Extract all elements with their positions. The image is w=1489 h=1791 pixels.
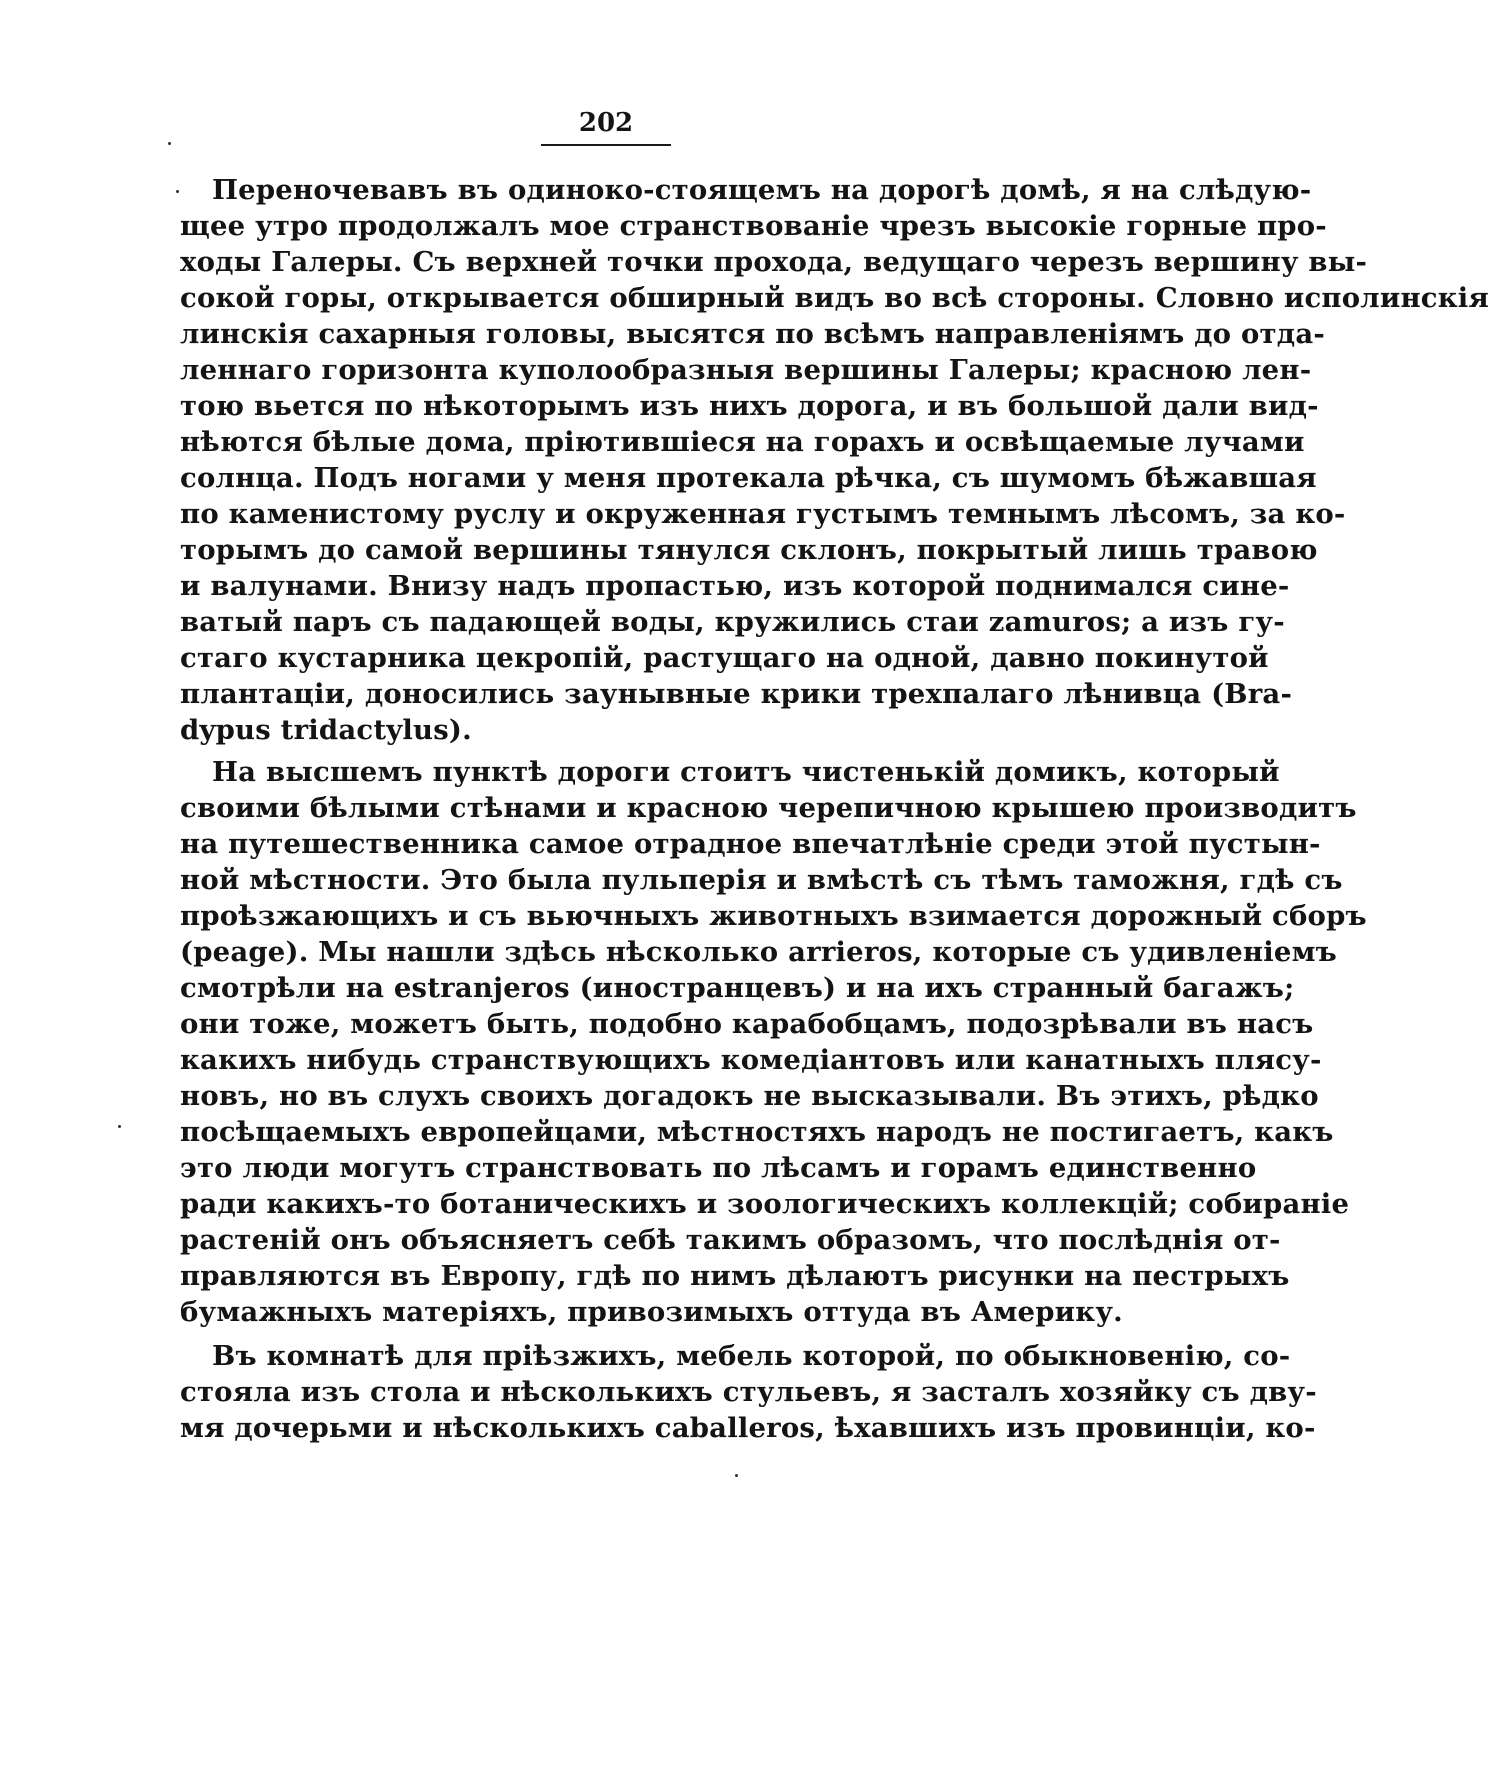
- text-line: плантаціи, доносились заунывные крики трехпалаго лѣнивца (Bra-: [180, 678, 1293, 710]
- text-line: это люди могутъ странствовать по лѣсамъ и горамъ единственно: [180, 1152, 1257, 1184]
- text-line: стаго кустарника цекропій, растущаго на одной, давно покинутой: [180, 642, 1269, 674]
- text-line: dypus tridactylus).: [180, 714, 472, 746]
- scan-speck: [168, 142, 171, 145]
- page-number: 202: [578, 108, 634, 138]
- text-line: Переночевавъ въ одиноко-стоящемъ на дорогѣ домѣ, я на слѣдую-: [212, 174, 1312, 206]
- text-line: Въ комнатѣ для пріѣзжихъ, мебель которой, по обыкновенію, со-: [212, 1340, 1291, 1372]
- text-line: правляются въ Европу, гдѣ по нимъ дѣлаютъ рисунки на пестрыхъ: [180, 1260, 1290, 1292]
- text-line: леннаго горизонта куполообразныя вершины Галеры; красною лен-: [180, 354, 1312, 386]
- text-line: они тоже, можетъ быть, подобно карабобцамъ, подозрѣвали въ насъ: [180, 1008, 1314, 1040]
- text-line: ходы Галеры. Съ верхней точки прохода, ведущаго черезъ вершину вы-: [180, 246, 1368, 278]
- page-number-rule: [541, 144, 671, 146]
- text-line: растеній онъ объясняетъ себѣ такимъ образомъ, что послѣднія от-: [180, 1224, 1281, 1256]
- text-line: сокой горы, открывается обширный видъ во всѣ стороны. Словно исполинскія: [180, 282, 1489, 314]
- text-line: по каменистому руслу и окруженная густымъ темнымъ лѣсомъ, за ко-: [180, 498, 1346, 530]
- text-line: смотрѣли на estranjeros (иностранцевъ) и на ихъ странный багажъ;: [180, 972, 1295, 1004]
- text-line: какихъ нибудь странствующихъ комедіантовъ или канатныхъ плясу-: [180, 1044, 1322, 1076]
- text-line: линскія сахарныя головы, высятся по всѣмъ направленіямъ до отда-: [180, 318, 1325, 350]
- text-line: тою вьется по нѣкоторымъ изъ нихъ дорога, и въ большой дали вид-: [180, 390, 1319, 422]
- text-line: солнца. Подъ ногами у меня протекала рѣчка, съ шумомъ бѣжавшая: [180, 462, 1317, 494]
- text-line: щее утро продолжалъ мое странствованіе чрезъ высокіе горные про-: [180, 210, 1327, 242]
- text-line: своими бѣлыми стѣнами и красною черепичною крышею производитъ: [180, 792, 1357, 824]
- text-line: нѣются бѣлые дома, пріютившіеся на горахъ и освѣщаемые лучами: [180, 426, 1305, 458]
- scan-speck: [735, 1474, 738, 1477]
- text-line: на путешественника самое отрадное впечатлѣніе среди этой пустын-: [180, 828, 1321, 860]
- text-line: посѣщаемыхъ европейцами, мѣстностяхъ народъ не постигаетъ, какъ: [180, 1116, 1334, 1148]
- text-line: проѣзжающихъ и съ вьючныхъ животныхъ взимается дорожный сборъ: [180, 900, 1367, 932]
- text-line: мя дочерьми и нѣсколькихъ caballeros, ѣхавшихъ изъ провинціи, ко-: [180, 1412, 1316, 1444]
- text-line: торымъ до самой вершины тянулся склонъ, покрытый лишь травою: [180, 534, 1318, 566]
- text-line: ради какихъ-то ботаническихъ и зоологическихъ коллекцій; собираніе: [180, 1188, 1350, 1220]
- text-line: бумажныхъ матеріяхъ, привозимыхъ оттуда въ Америку.: [180, 1296, 1123, 1328]
- scan-speck: [176, 190, 179, 193]
- text-line: ной мѣстности. Это была пульперія и вмѣстѣ съ тѣмъ таможня, гдѣ съ: [180, 864, 1343, 896]
- text-line: (peage). Мы нашли здѣсь нѣсколько arrieros, которые съ удивленіемъ: [180, 936, 1337, 968]
- text-line: и валунами. Внизу надъ пропастью, изъ которой поднимался сине-: [180, 570, 1290, 602]
- text-line: ватый паръ съ падающей воды, кружились стаи zamuros; а изъ гу-: [180, 606, 1285, 638]
- text-line: На высшемъ пунктѣ дороги стоитъ чистенькій домикъ, который: [212, 756, 1280, 788]
- text-line: новъ, но въ слухъ своихъ догадокъ не высказывали. Въ этихъ, рѣдко: [180, 1080, 1319, 1112]
- scan-speck: [118, 1125, 121, 1128]
- text-line: стояла изъ стола и нѣсколькихъ стульевъ, я засталъ хозяйку съ дву-: [180, 1376, 1317, 1408]
